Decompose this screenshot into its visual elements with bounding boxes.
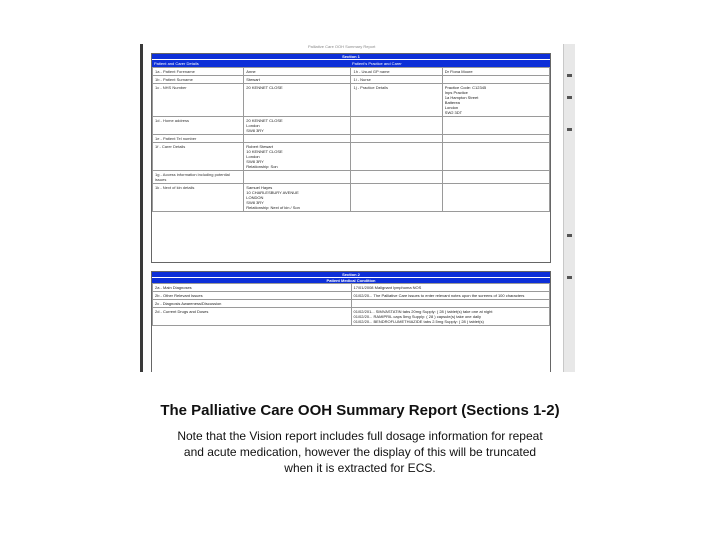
table-row	[153, 292, 550, 300]
table-row	[153, 184, 550, 212]
table-cell	[351, 135, 442, 143]
table-cell: 20 KENNET CLOSE London SW8 3RY	[244, 117, 351, 135]
scrollbar-mark	[567, 276, 572, 279]
table-cell: 1g - Access information including potential issues	[153, 171, 244, 184]
table-row	[153, 84, 550, 117]
report-screenshot	[140, 44, 575, 372]
table-row	[153, 284, 550, 292]
table-cell: 1a - Patient Forename	[153, 68, 244, 76]
section-1-table	[152, 67, 550, 212]
table-cell: 1f - Carer Details	[153, 143, 244, 171]
table-cell	[351, 143, 442, 171]
scrollbar[interactable]	[563, 44, 575, 372]
scrollbar-mark	[567, 234, 572, 237]
section-2	[151, 271, 551, 372]
section-1-subheader	[152, 59, 550, 67]
table-row	[153, 308, 550, 326]
section-1	[151, 53, 551, 263]
table-cell: 1b - Patient Surname	[153, 76, 244, 84]
table-cell: 17/01/2008 Malignant lymphoma NOS	[351, 284, 550, 292]
table-cell: 1c - NHS Number	[153, 84, 244, 117]
table-cell: 2c - Diagnosis Awareness/Discussion	[153, 300, 352, 308]
table-cell	[442, 117, 549, 135]
table-cell	[442, 135, 549, 143]
table-cell: 2d - Current Drugs and Doses	[153, 308, 352, 326]
table-cell	[442, 184, 549, 212]
table-cell	[244, 171, 351, 184]
section-1-title: Section 1	[152, 54, 550, 59]
section-1-left-header: Patient and Carer Details	[154, 61, 199, 66]
scrollbar-mark	[567, 128, 572, 131]
table-cell: Robert Stewart 10 KENNET CLOSE London SW8 3RY Relationship: Son	[244, 143, 351, 171]
table-cell: 1j - Practice Details	[351, 84, 442, 117]
section-2-table	[152, 283, 550, 326]
table-row	[153, 76, 550, 84]
table-row	[153, 300, 550, 308]
table-cell	[351, 184, 442, 212]
scrollbar-mark	[567, 96, 572, 99]
table-cell	[442, 76, 549, 84]
table-row	[153, 143, 550, 171]
table-cell: 1h - Usual GP name	[351, 68, 442, 76]
table-cell	[244, 135, 351, 143]
table-cell	[351, 171, 442, 184]
section-2-title: Section 2	[152, 272, 550, 277]
scrollbar-mark	[567, 74, 572, 77]
note-line-1: Note that the Vision report includes full dosage information for repeat	[177, 429, 543, 443]
table-cell: Stewart	[244, 76, 351, 84]
slide-title: The Palliative Care OOH Summary Report (Sections 1-2)	[160, 402, 560, 419]
table-cell: 1k - Next of kin details	[153, 184, 244, 212]
table-cell: 1d - Home address	[153, 117, 244, 135]
table-row	[153, 117, 550, 135]
table-cell: 01/02/201... SIMVASTATIN tabs 20mg Supply: ( 28 ) tablet(s) take one at night 01/02/20... RAMIPRIL caps 5mg Supply: ( 28 ) capsule(s) take one daily 01/02/20... BENDROFLUMETHIAZIDE tabs 2.5mg Supply: ( 28 ) tablet(s)	[351, 308, 550, 326]
table-cell	[442, 171, 549, 184]
section-2-subtitle: Patient Medical Condition	[152, 277, 550, 283]
table-cell	[351, 300, 550, 308]
table-row	[153, 68, 550, 76]
table-cell: 1e - Patient Tel number	[153, 135, 244, 143]
window-edge	[140, 44, 143, 372]
table-cell: Dr Fiona Moore	[442, 68, 549, 76]
section-1-right-header: Patient's Practice and Carer	[352, 61, 402, 66]
table-cell	[442, 143, 549, 171]
table-cell: Samuel Hayes 10 CHARLESBURY AVENUE LONDON SW8 3RY Relationship: Next of kin / Son	[244, 184, 351, 212]
table-cell: 01/02/20... The Palliative Care issues to enter relevant notes upon the screens of 100 characters	[351, 292, 550, 300]
table-row	[153, 171, 550, 184]
table-cell: Anne	[244, 68, 351, 76]
table-row	[153, 135, 550, 143]
slide-note	[0, 428, 720, 476]
table-cell: 2a - Main Diagnoses	[153, 284, 352, 292]
table-cell: 2b - Other Relevant Issues	[153, 292, 352, 300]
table-cell: 1i - Nurse	[351, 76, 442, 84]
note-line-3: when it is extracted for ECS.	[284, 461, 436, 475]
report-title: Palliative Care OOH Summary Report	[308, 44, 376, 49]
table-cell: 20 KENNET CLOSE	[244, 84, 351, 117]
note-line-2: and acute medication, however the display of this will be truncated	[183, 445, 537, 459]
table-cell	[351, 117, 442, 135]
table-cell: Practice Code: C12345 Inps Practice 1a Hampton Street Batterea London SW2 3DT	[442, 84, 549, 117]
